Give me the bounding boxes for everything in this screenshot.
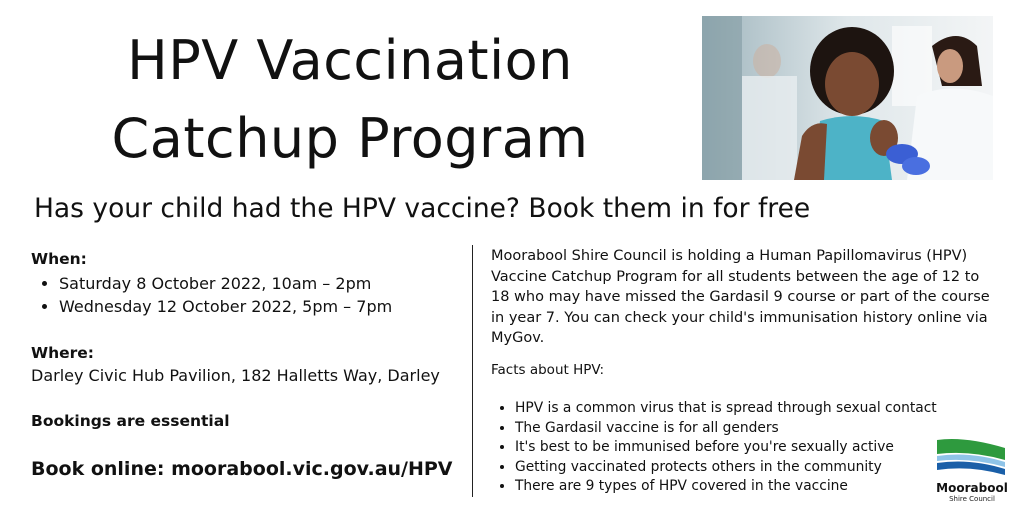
intro-paragraph: Moorabool Shire Council is holding a Human Papillomavirus (HPV) Vaccine Catchup Program for all students between the age of 12 to 18 who may have missed the Gardasil 9 course or part of the course in year 7. You can check your child's immunisation history online via MyGov. bbox=[491, 248, 990, 346]
title-line-2: Catchup Program bbox=[111, 107, 589, 170]
divider bbox=[472, 245, 473, 497]
logo-name: Moorabool bbox=[936, 481, 1008, 495]
facts-list bbox=[491, 399, 937, 497]
fact-item: • There are 9 types of HPV covered in the vaccine bbox=[515, 477, 937, 497]
event-details bbox=[31, 250, 461, 480]
when-item: • Wednesday 12 October 2022, 5pm – 7pm bbox=[59, 295, 461, 318]
bookings-note: Bookings are essential bbox=[31, 412, 230, 430]
when-label: When: bbox=[31, 250, 87, 268]
when-list bbox=[31, 272, 461, 318]
page-title bbox=[60, 22, 640, 178]
logo-subtitle: Shire Council bbox=[949, 495, 995, 503]
fact-item: • It's best to be immunised before you're sexually active bbox=[515, 438, 937, 458]
book-online-link[interactable]: Book online: moorabool.vic.gov.au/HPV bbox=[31, 458, 453, 480]
title-line-1: HPV Vaccination bbox=[127, 29, 573, 92]
fact-item: • HPV is a common virus that is spread through sexual contact bbox=[515, 399, 937, 419]
logo-waves-icon bbox=[935, 438, 1009, 476]
subtitle: Has your child had the HPV vaccine? Book them in for free bbox=[34, 193, 811, 224]
fact-item: • Getting vaccinated protects others in the community bbox=[515, 458, 937, 478]
vaccination-photo bbox=[702, 16, 993, 180]
where-label: Where: bbox=[31, 344, 94, 362]
program-info bbox=[491, 246, 991, 495]
fact-item: • The Gardasil vaccine is for all genders bbox=[515, 419, 937, 439]
when-item: • Saturday 8 October 2022, 10am – 2pm bbox=[59, 272, 461, 295]
where-value: Darley Civic Hub Pavilion, 182 Halletts Way, Darley bbox=[31, 366, 440, 385]
moorabool-logo bbox=[935, 438, 1009, 503]
facts-label: Facts about HPV: bbox=[491, 361, 605, 378]
